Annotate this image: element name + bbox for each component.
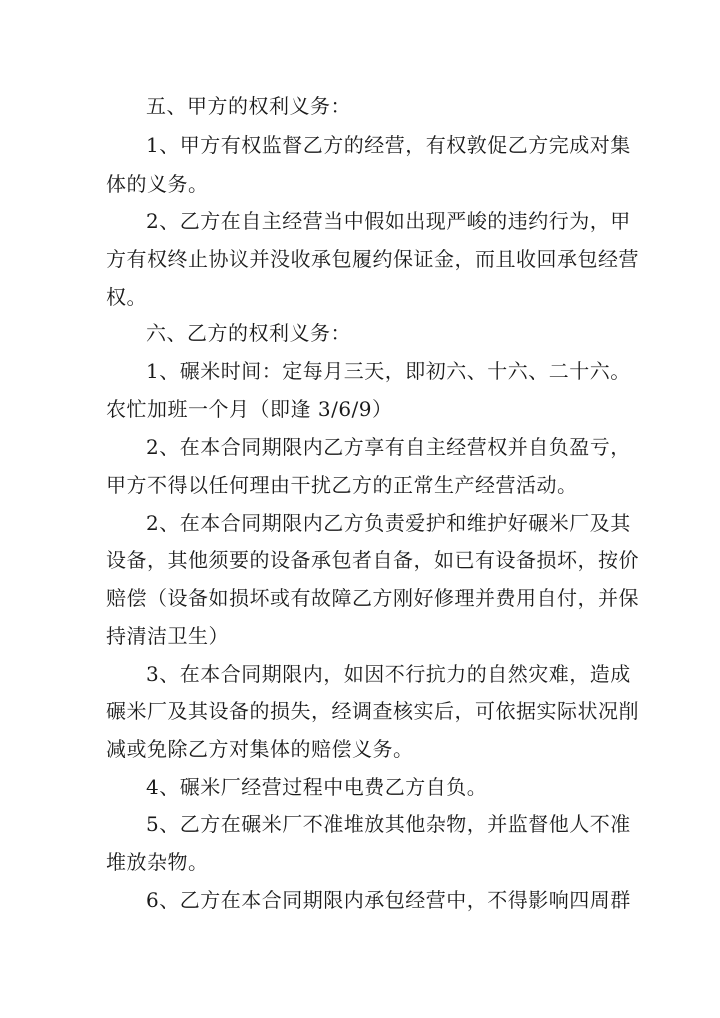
paragraph-line: 4、碾米厂经营过程中电费乙方自负。 — [146, 775, 488, 799]
paragraph-line: 3、在本合同期限内，如因不行抗力的自然灾难，造成 — [146, 662, 631, 686]
paragraph-line: 体的义务。 — [106, 172, 209, 196]
paragraph-line: 权。 — [106, 285, 147, 309]
paragraph-line: 2、在本合同期限内乙方负责爱护和维护好碾米厂及其 — [146, 511, 631, 535]
section-heading-party-a: 五、甲方的权利义务： — [146, 94, 351, 118]
paragraph-line: 堆放杂物。 — [106, 850, 209, 874]
section-heading-party-b: 六、乙方的权利义务： — [146, 321, 351, 345]
paragraph-line: 1、甲方有权监督乙方的经营，有权敦促乙方完成对集 — [146, 133, 631, 157]
paragraph-line: 设备，其他须要的设备承包者自备，如已有设备损坏，按价 — [106, 548, 639, 572]
paragraph-line: 2、在本合同期限内乙方享有自主经营权并自负盈亏， — [146, 435, 631, 459]
paragraph-line: 减或免除乙方对集体的赔偿义务。 — [106, 737, 414, 761]
paragraph-line: 碾米厂及其设备的损失，经调查核实后，可依据实际状况削 — [106, 699, 639, 723]
paragraph-line: 持清洁卫生） — [106, 624, 229, 648]
paragraph-line: 6、乙方在本合同期限内承包经营中，不得影响四周群 — [146, 888, 631, 912]
paragraph-line: 农忙加班一个月（即逢 3/6/9） — [106, 397, 393, 421]
paragraph-line: 2、乙方在自主经营当中假如出现严峻的违约行为，甲 — [146, 209, 631, 233]
paragraph-line: 甲方不得以任何理由干扰乙方的正常生产经营活动。 — [106, 473, 578, 497]
paragraph-line: 1、碾米时间：定每月三天，即初六、十六、二十六。 — [146, 359, 631, 383]
paragraph-line: 方有权终止协议并没收承包履约保证金，而且收回承包经营 — [106, 247, 639, 271]
paragraph-line: 赔偿（设备如损坏或有故障乙方刚好修理并费用自付，并保 — [106, 586, 639, 610]
paragraph-line: 5、乙方在碾米厂不准堆放其他杂物，并监督他人不准 — [146, 812, 631, 836]
